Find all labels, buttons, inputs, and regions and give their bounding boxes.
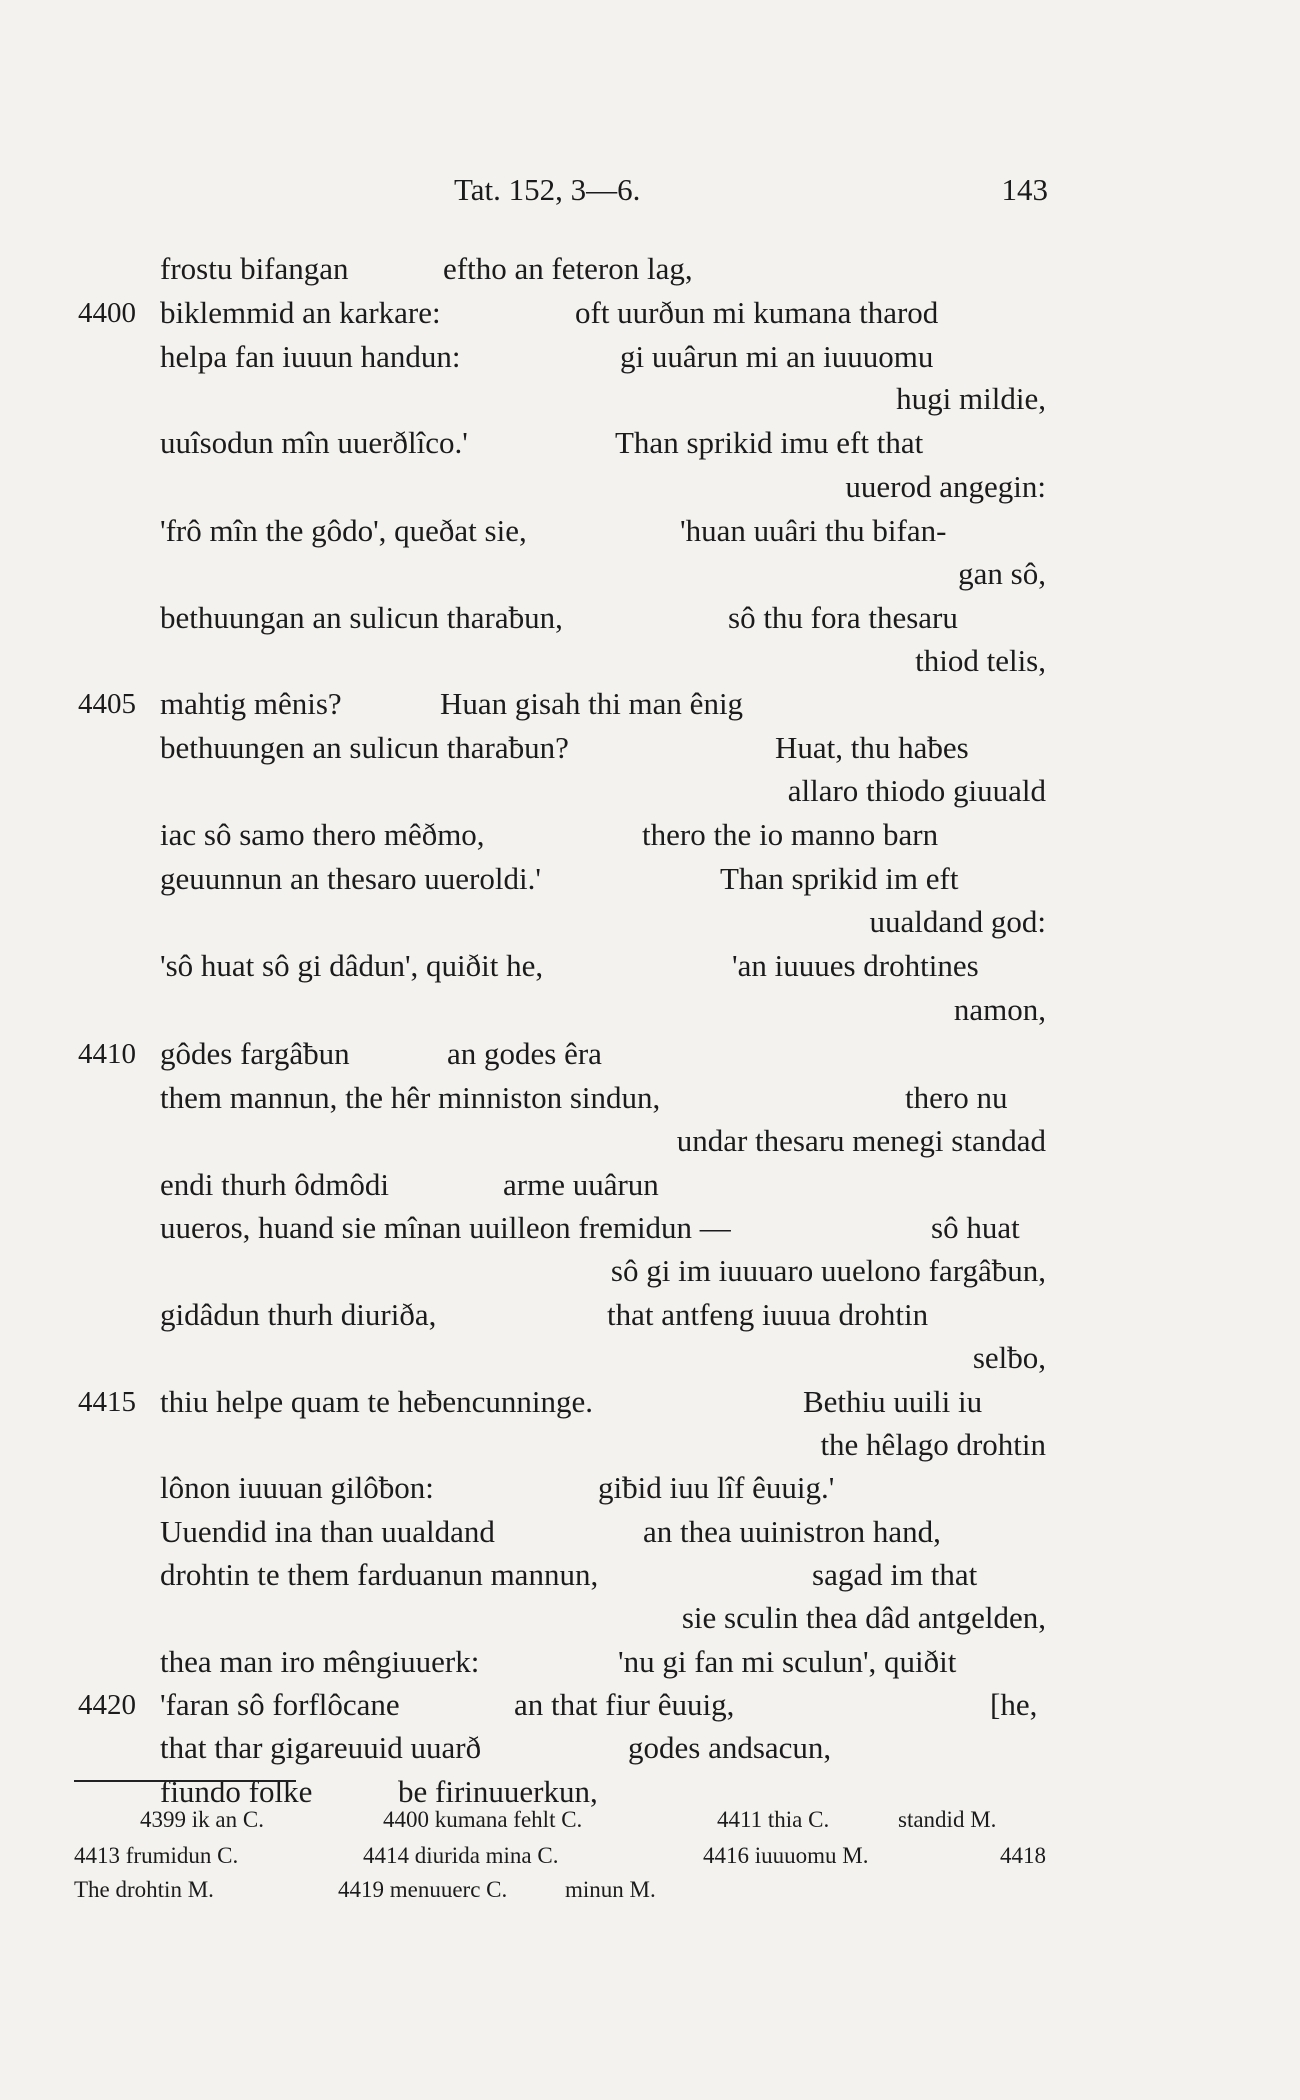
verse-first-half: uuîsodun mîn uuerðlîco.' <box>160 425 468 460</box>
verse-runover: the hêlago drohtin <box>820 1427 1046 1462</box>
verse-line <box>0 1207 1300 1249</box>
verse-first-half: Uuendid ina than uualdand <box>160 1514 495 1549</box>
verse-second-half: giƀid iuu lîf êuuig.' <box>598 1470 835 1505</box>
verse-runover: uuerod angegin: <box>845 469 1046 504</box>
verse-first-half: that thar gigareuuid uuarð <box>160 1730 482 1765</box>
verse-second-half: sagad im that <box>812 1557 978 1592</box>
verse-line <box>0 683 1300 725</box>
verse-runover: undar thesaru menegi standad <box>676 1123 1046 1158</box>
verse-line <box>0 292 1300 334</box>
verse-line <box>0 248 1300 290</box>
verse-second-half: 'huan uuâri thu bifan- <box>680 513 947 548</box>
verse-runover: allaro thiodo giuuald <box>787 773 1046 808</box>
verse-second-half: 'an iuuues drohtines <box>732 948 979 983</box>
line-number: 4400 <box>78 297 136 329</box>
verse-line <box>0 553 1300 595</box>
verse-second-half: Huat, thu haƀes <box>775 730 969 765</box>
verse-runover: hugi mildie, <box>896 381 1046 416</box>
footnote-entry: standid M. <box>898 1807 997 1832</box>
verse-line <box>0 640 1300 682</box>
verse-second-half: sô thu fora thesaru <box>728 600 958 635</box>
verse-line <box>0 727 1300 769</box>
footnote-entry: minun M. <box>565 1877 656 1902</box>
verse-first-half: drohtin te them farduanun mannun, <box>160 1557 599 1592</box>
verse-first-half: geuunnun an thesaro uueroldi.' <box>160 861 541 896</box>
verse-second-half: godes andsacun, <box>628 1730 832 1765</box>
footnote-entry: 4400 kumana fehlt C. <box>383 1807 583 1832</box>
verse-runover: gan sô, <box>958 556 1046 591</box>
verse-second-half: gi uuârun mi an iuuuomu <box>620 339 934 374</box>
verse-second-half: that antfeng iuuua drohtin <box>607 1297 929 1332</box>
verse-first-half: fiundo folke <box>160 1774 313 1809</box>
verse-line <box>0 1164 1300 1206</box>
verse-line <box>0 901 1300 943</box>
verse-line <box>0 1511 1300 1553</box>
verse-first-half: 'sô huat sô gi dâdun', quiðit he, <box>160 948 544 983</box>
verse-second-half: arme uuârun <box>503 1167 659 1202</box>
verse-line <box>0 510 1300 552</box>
line-number: 4410 <box>78 1038 136 1070</box>
verse-line <box>0 945 1300 987</box>
verse-first-half: them mannun, the hêr minniston sindun, <box>160 1080 661 1115</box>
verse-line <box>0 1641 1300 1683</box>
verse-first-half: thea man iro mêngiuuerk: <box>160 1644 480 1679</box>
footnote-line <box>0 1873 1300 1907</box>
verse-line <box>0 466 1300 508</box>
verse-second-half: Than sprikid imu eft that <box>615 425 924 460</box>
verse-line <box>0 336 1300 378</box>
verse-line <box>0 422 1300 464</box>
verse-line <box>0 1294 1300 1336</box>
footnote-entry: 4413 frumidun C. <box>74 1843 239 1868</box>
verse-second-half: thero the io manno barn <box>642 817 939 852</box>
verse-second-half: an that fiur êuuig, <box>514 1687 735 1722</box>
verse-line <box>0 1554 1300 1596</box>
footnote-entry: 4411 thia C. <box>717 1807 830 1832</box>
verse-first-half: bethuungen an sulicun tharaƀun? <box>160 730 569 765</box>
verse-line <box>0 378 1300 420</box>
verse-line <box>0 1597 1300 1639</box>
running-title: Tat. 152, 3—6. <box>454 172 641 207</box>
verse-first-half: mahtig mênis? <box>160 686 342 721</box>
verse-first-half: endi thurh ôdmôdi <box>160 1167 390 1202</box>
verse-line <box>0 989 1300 1031</box>
line-number: 4420 <box>78 1689 136 1721</box>
verse-second-half: an thea uuinistron hand, <box>643 1514 941 1549</box>
verse-line <box>0 1467 1300 1509</box>
verse-runover: uualdand god: <box>869 904 1046 939</box>
verse-second-half: 'nu gi fan mi sculun', quiðit <box>618 1644 957 1679</box>
verse-line <box>0 1684 1300 1726</box>
verse-second-half: an godes êra <box>447 1036 602 1071</box>
verse-second-half: eftho an feteron lag, <box>443 251 693 286</box>
verse-line <box>0 597 1300 639</box>
footnote-entry: 4399 ik an C. <box>140 1807 264 1832</box>
verse-first-half: uueros, huand sie mînan uuilleon fremidun — <box>160 1210 731 1245</box>
verse-runover: sie sculin thea dâd antgelden, <box>681 1600 1046 1635</box>
verse-first-half: iac sô samo thero mêðmo, <box>160 817 485 852</box>
footnote-entry: 4418 <box>1000 1843 1046 1868</box>
verse-line <box>0 770 1300 812</box>
footnote-entry: The drohtin M. <box>74 1877 214 1902</box>
verse-second-half: oft uurðun mi kumana tharod <box>575 295 939 330</box>
verse-line <box>0 1337 1300 1379</box>
footnote-entry: 4414 diurida mina C. <box>363 1843 559 1868</box>
footnote-entry: 4416 iuuuomu M. <box>703 1843 869 1868</box>
verse-first-half: gidâdun thurh diuriða, <box>160 1297 437 1332</box>
verse-first-half: 'frô mîn the gôdo', queðat sie, <box>160 513 527 548</box>
verse-second-half: Bethiu uuili iu <box>803 1384 983 1419</box>
verse-second-half: Huan gisah thi man ênig <box>440 686 744 721</box>
verse-first-half: 'faran sô forflôcane <box>160 1687 400 1722</box>
verse-first-half: bethuungan an sulicun tharaƀun, <box>160 600 563 635</box>
verse-first-half: biklemmid an karkare: <box>160 295 441 330</box>
verse-line <box>0 814 1300 856</box>
footnote-rule <box>74 1780 296 1782</box>
verse-runover: namon, <box>953 992 1046 1027</box>
running-header <box>160 172 1048 212</box>
verse-line <box>0 1250 1300 1292</box>
verse-second-half: Than sprikid im eft <box>720 861 959 896</box>
footnote-line <box>0 1839 1300 1873</box>
verse-runover: thiod telis, <box>915 643 1046 678</box>
verse-first-half: frostu bifangan <box>160 251 349 286</box>
verse-first-half: gôdes fargâƀun <box>160 1036 350 1071</box>
verse-line <box>0 858 1300 900</box>
verse-second-half: thero nu <box>905 1080 1008 1115</box>
page-number: 143 <box>1001 172 1048 207</box>
verse-first-half: thiu helpe quam te heƀencunninge. <box>160 1384 594 1419</box>
verse-runover: selƀo, <box>972 1340 1046 1375</box>
verse-first-half: lônon iuuuan gilôƀon: <box>160 1470 434 1505</box>
verse-line <box>0 1077 1300 1119</box>
verse-runover: sô gi im iuuuaro uuelono fargâƀun, <box>610 1253 1046 1288</box>
verse-first-half: helpa fan iuuun handun: <box>160 339 461 374</box>
verse-line <box>0 1381 1300 1423</box>
verse-second-half: be firinuuerkun, <box>398 1774 598 1809</box>
footnote-entry: 4419 menuuerc C. <box>338 1877 508 1902</box>
verse-line <box>0 1424 1300 1466</box>
verse-overflow-word: [he, <box>990 1687 1038 1722</box>
verse-second-half: sô huat <box>931 1210 1020 1245</box>
line-number: 4415 <box>78 1386 136 1418</box>
line-number: 4405 <box>78 688 136 720</box>
verse-line <box>0 1727 1300 1769</box>
footnote-line <box>0 1803 1300 1837</box>
verse-line <box>0 1033 1300 1075</box>
verse-line <box>0 1120 1300 1162</box>
